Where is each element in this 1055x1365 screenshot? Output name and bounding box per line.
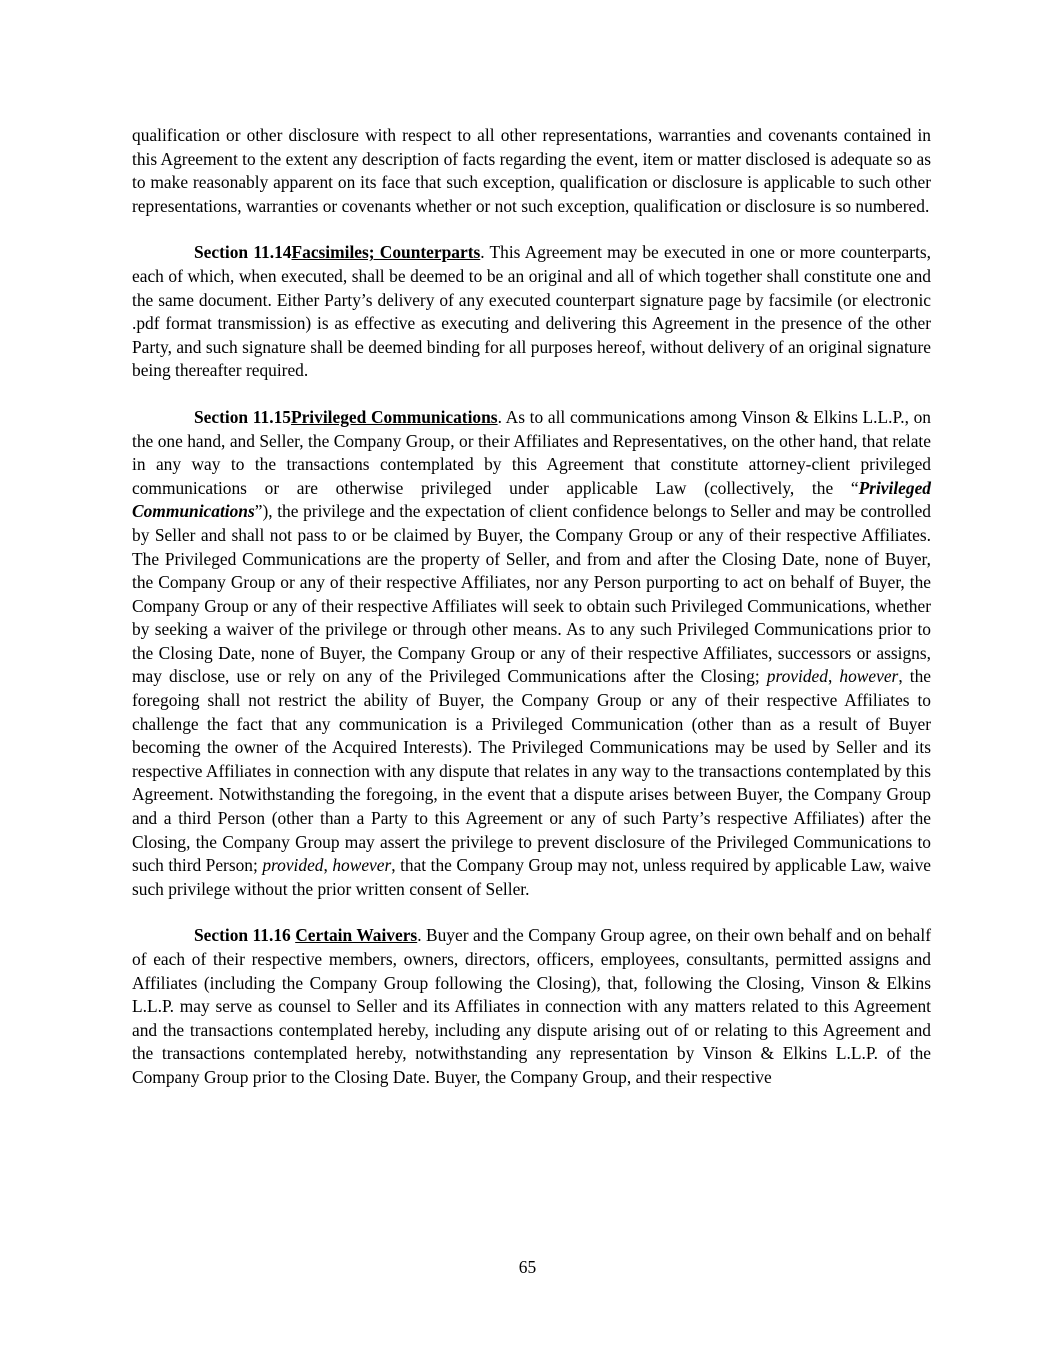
italic-provided: provided bbox=[262, 855, 324, 876]
section-title: Privileged Communications bbox=[290, 406, 498, 427]
section-body: . Buyer and the Company Group agree, on their own behalf and on behalf of each of their respective members, owners, directors, officers, employees, consultants, permitted assigns and Affiliates (including the Company Group following the Closing), that, following the Closing, Vinson & Elkins L.L.P. may serve as counsel to Seller and its Affiliates in connection with any matters related to this Agreement and the transactions contemplated hereby, including any dispute arising out of or relating to this Agreement and the transactions contemplated hereby, notwithstanding any representation by Vinson & Elkins L.L.P. of the Company Group prior to the Closing Date. Buyer, the Company Group, and their respective bbox=[132, 925, 931, 1087]
document-page bbox=[132, 124, 931, 1113]
paragraph-continuation bbox=[132, 124, 931, 218]
section-11-14 bbox=[132, 241, 931, 383]
italic-provided: provided bbox=[766, 666, 828, 687]
section-title: Certain Waivers bbox=[295, 925, 418, 946]
defined-term: Privileged Communications bbox=[132, 477, 931, 522]
section-number: Section 11.14 bbox=[194, 242, 292, 263]
section-number: Section 11.15 bbox=[194, 406, 291, 427]
paragraph-text: qualification or other disclosure with respect to all other representations, warranties and covenants contained in this Agreement to the extent any description of facts regarding the event, item or matter disclosed is adequate so as to make reasonably apparent on its face that such exception, qualification or disclosure is applicable to such other representations, warranties or covenants whether or not such exception, qualification or disclosure is so numbered. bbox=[132, 125, 931, 216]
section-body: , that the Company Group may not, unless required by applicable Law, waive such privilege without the prior written consent of Seller. bbox=[132, 855, 932, 899]
section-title: Facsimiles; Counterparts bbox=[291, 242, 481, 263]
section-body: . This Agreement may be executed in one or more counterparts, each of which, when executed, shall be deemed to be an original and all of which together shall constitute one and the same document. Either Party’s delivery of any executed counterpart signature page by facsimile (or electronic .pdf format transmission) is as effective as executing and delivering this Agreement in the presence of the other Party, and such signature shall be deemed binding for all purposes hereof, without delivery of an original signature being thereafter required. bbox=[132, 242, 932, 381]
section-body: ”), the privilege and the expectation of client confidence belongs to Seller and may be controlled by Seller and shall not pass to or be claimed by Buyer, the Company Group or any of their respective Affiliates. The Privileged Communications are the property of Seller, and from and after the Closing Date, none of Buyer, the Company Group or any of their respective Affiliates, nor any Person purporting to act on behalf of Buyer, the Company Group or any of their respective Affiliates will seek to obtain such Privileged Communications, whether by seeking a waiver of the privilege or through other means. As to any such Privileged Communications prior to the Closing Date, none of Buyer, the Company Group or any of their respective Affiliates, successors or assigns, may disclose, use or rely on any of the Privileged Communications after the Closing; bbox=[132, 501, 931, 687]
italic-however: however bbox=[839, 666, 899, 687]
section-body: , the foregoing shall not restrict the ability of Buyer, the Company Group or any of their respective Affiliates to challenge the fact that any communication is a Privileged Communication (other than as a result of Buyer becoming the owner of the Acquired Interests). The Privileged Communications may be used by Seller and its respective Affiliates in connection with any dispute that relates in any way to the transactions contemplated by this Agreement. Notwithstanding the foregoing, in the event that a dispute arises between Buyer, the Company Group and a third Person (other than a Party to this Agreement or any of such Party’s respective Affiliates) after the Closing, the Company Group may assert the privilege to prevent disclosure of the Privileged Communications to such third Person; bbox=[132, 666, 931, 876]
comma: , bbox=[323, 855, 333, 876]
comma: , bbox=[827, 666, 840, 687]
section-body: . As to all communications among Vinson & Elkins L.L.P., on the one hand, and Seller, the Company Group, or their Affiliates and Representatives, on the other hand, that relate in any way to the transactions contemplated by this Agreement that constitute attorney-client privileged communications or are otherwise privileged under applicable Law (collectively, the “ bbox=[132, 406, 931, 498]
section-11-15 bbox=[132, 406, 931, 901]
section-number: Section 11.16 bbox=[194, 925, 291, 946]
section-11-16 bbox=[132, 924, 931, 1089]
italic-however: however bbox=[332, 855, 392, 876]
page-number: 65 bbox=[518, 1257, 537, 1277]
